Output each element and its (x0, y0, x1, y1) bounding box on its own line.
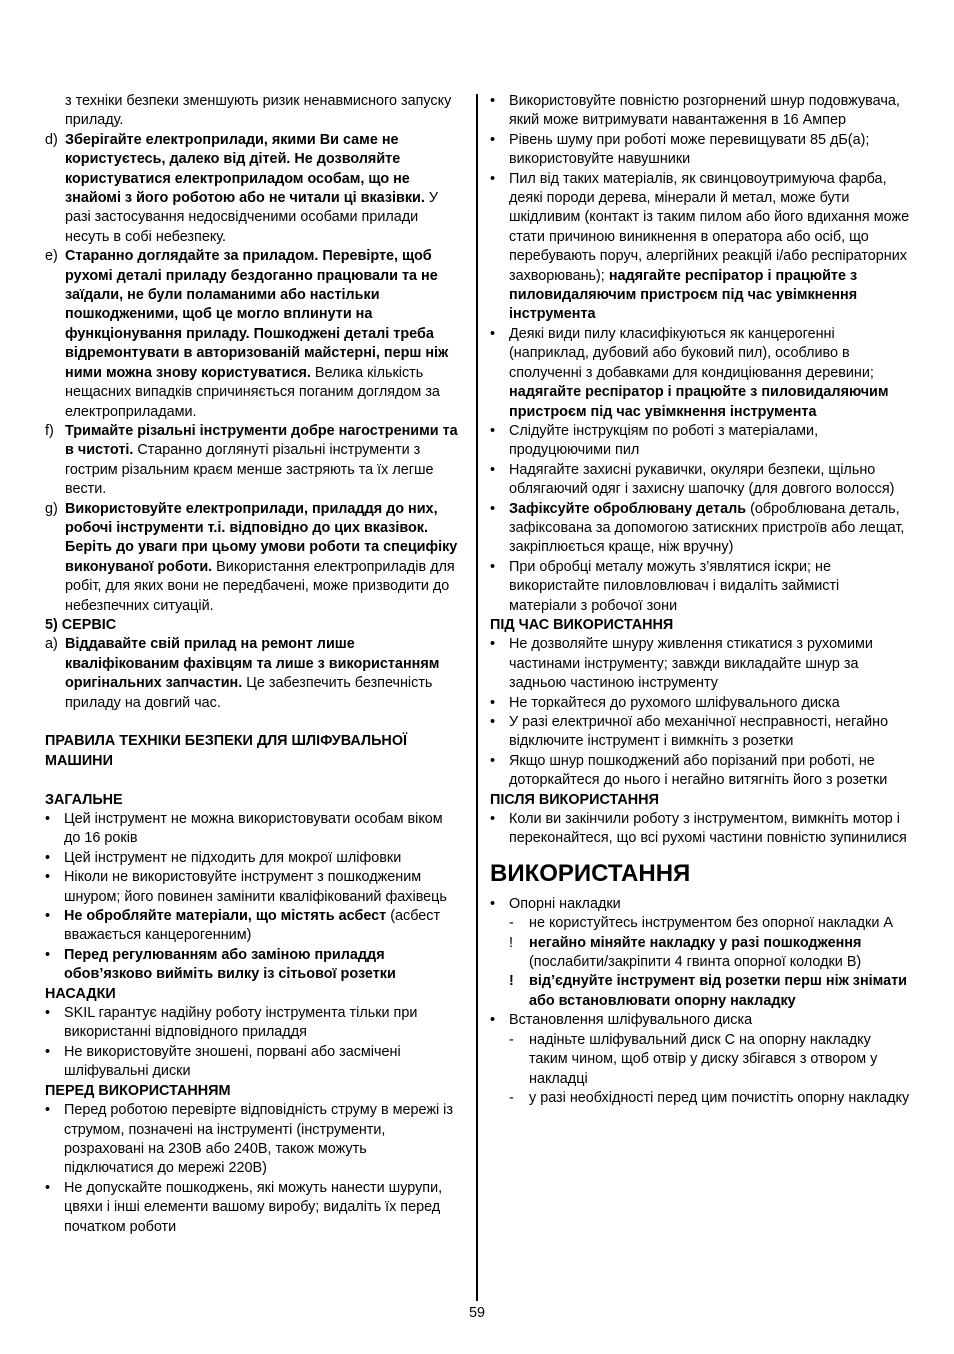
item-text (509, 752, 910, 791)
bullet-item (490, 131, 910, 170)
bullet-item (45, 868, 460, 907)
text: з техніки безпеки зменшують ризик ненавмисного запуску приладу. (65, 93, 452, 129)
bullet-item (490, 500, 910, 558)
spacer (45, 771, 460, 790)
bold-text: надягайте респіратор і працюйте з пиловидаляючим пристроєм під час увімкнення інструмента (509, 384, 889, 420)
item-text (509, 558, 910, 616)
text: У разі електричної або механічної несправності, негайно відключите інструмент і вимкніть з розетки (509, 714, 889, 750)
section-heading: НАСАДКИ (45, 985, 116, 1002)
sub-item (509, 934, 910, 973)
item-text (65, 247, 460, 422)
text: надіньте шліфувальний диск C на опорну накладку таким чином, щоб отвір у диску збігався з отвором у накладці (529, 1031, 878, 1087)
item-text (529, 1089, 910, 1108)
bullet-icon: • (45, 946, 51, 963)
paragraph (45, 92, 460, 131)
item-text (64, 1179, 460, 1237)
text: Велика кількість нещасних випадків спричиняється поганим доглядом за електроприладами. (65, 364, 440, 420)
bold-text: Тримайте різальні інструменти добре нагостреними та в чистоті. (65, 422, 458, 459)
item-marker: - (509, 1031, 514, 1048)
text: Цей інструмент не можна використовувати особам віком до 16 років (64, 811, 443, 847)
text: Це забезпечить безпечність приладу на довгий час. (65, 675, 433, 711)
page-number: 59 (468, 1305, 485, 1321)
item-text (64, 1004, 460, 1043)
bullet-item (45, 1004, 460, 1043)
item-text (509, 895, 910, 914)
bullet-item (490, 558, 910, 616)
item-marker: - (509, 1089, 514, 1106)
bullet-icon: • (490, 1012, 496, 1029)
item-text (65, 422, 460, 500)
bullet-item (490, 422, 910, 461)
item-marker: ! (509, 934, 513, 951)
text: Деякі види пилу класифікуються як канцерогенні (наприклад, дубовий або буковий пил), особливо в сполученні з добавками для кондиціювання деревини; (509, 325, 874, 381)
text: Надягайте захисні рукавички, окуляри безпеки, щільно облягаючий одяг і захисну шапочку (для довгого волосся) (509, 461, 895, 498)
text: Не допускайте пошкоджень, які можуть нанести шурупи, цвяхи і інші елементи вашому виробу; видаліть їх перед початком роботи (64, 1179, 443, 1235)
item-text (529, 934, 910, 973)
item-marker: d) (45, 131, 58, 148)
bullet-icon: • (45, 869, 51, 886)
bullet-icon: • (45, 811, 51, 827)
text: (асбест вважається канцерогенним) (64, 908, 441, 944)
sub-item (509, 1089, 910, 1108)
lettered-item (45, 500, 460, 616)
item-text (64, 907, 460, 946)
item-text (64, 868, 460, 907)
lettered-item (45, 635, 460, 713)
item-marker: f) (45, 422, 54, 439)
lettered-item (45, 131, 460, 247)
sub-item (509, 1031, 910, 1089)
bullet-icon: • (45, 1179, 51, 1196)
bullet-icon: • (45, 1005, 51, 1022)
bullet-item (490, 895, 910, 914)
bullet-item (490, 170, 910, 325)
item-text (65, 131, 460, 247)
bullet-icon: • (490, 752, 496, 769)
item-text (64, 849, 460, 868)
bullet-icon: • (45, 1043, 51, 1060)
bullet-icon: • (490, 895, 496, 912)
bold-text: Зафіксуйте оброблювану деталь (509, 500, 747, 517)
item-marker: ! (509, 973, 514, 990)
left-column (45, 92, 460, 1237)
bullet-icon: • (490, 694, 496, 711)
bullet-icon: • (490, 636, 496, 653)
item-text (509, 325, 910, 422)
item-marker: e) (45, 248, 58, 265)
text: Опорні накладки (509, 895, 621, 912)
text: SKIL гарантує надійну роботу інструмента тільки при використанні відповідного приладдя (64, 1005, 418, 1041)
item-text (64, 1043, 460, 1082)
item-marker: g) (45, 500, 58, 517)
item-text (529, 972, 910, 1011)
text: у разі необхідності перед цим почистіть опорну накладку (529, 1089, 910, 1106)
item-text (529, 1031, 910, 1089)
text: Встановлення шліфувального диска (509, 1012, 753, 1029)
item-text (509, 131, 910, 170)
item-text (509, 1011, 910, 1030)
item-text (509, 170, 910, 325)
item-text (64, 946, 460, 985)
bullet-item (490, 635, 910, 693)
bold-text: Використовуйте електроприлади, приладдя до них, робочі інструменти т.і. відповідно до цих вказівок. Беріть до уваги при цьому умови роботи та специфіку виконуваної роботи. (65, 500, 458, 575)
sub-item (509, 972, 910, 1011)
lettered-item (45, 247, 460, 422)
bullet-item (490, 325, 910, 422)
item-text (509, 810, 910, 849)
text: У разі застосування недосвідченими особами прилади несуть в собі небезпеку. (65, 190, 439, 245)
item-text (529, 914, 910, 933)
section-heading: ПЕРЕД ВИКОРИСТАННЯМ (45, 1082, 231, 1099)
right-column (490, 92, 910, 1108)
bullet-icon: • (490, 461, 496, 478)
text: Цей інструмент не підходить для мокрої шліфовки (64, 849, 402, 866)
bullet-item (45, 810, 460, 849)
spacer (45, 713, 460, 732)
bullet-item (490, 1011, 910, 1030)
bullet-item (490, 713, 910, 752)
bullet-icon: • (490, 558, 496, 575)
bullet-icon: • (490, 714, 496, 730)
bullet-item (490, 461, 910, 500)
bullet-icon: • (490, 811, 496, 828)
section-heading: 5) СЕРВІС (45, 616, 117, 633)
bold-text: Старанно доглядайте за приладом. Перевірте, щоб рухомі деталі приладу бездоганно працювали та не заїдали, не були поламаними або настільки пошкодженими, щоб це могло вплинути на функціонування приладу. Пошкоджені деталі треба відремонтувати в авторизованій майстерні, перш ніж ними можна знову користуватися. (65, 248, 449, 381)
text: Не торкайтеся до рухомого шліфувального диска (509, 694, 840, 711)
bullet-item (490, 810, 910, 849)
bullet-icon: • (490, 500, 496, 517)
section-heading: ЗАГАЛЬНЕ (45, 791, 123, 808)
bullet-item (490, 694, 910, 713)
bullet-icon: • (490, 422, 496, 439)
text: Не використовуйте зношені, порвані або засмічені шліфувальні диски (64, 1043, 401, 1080)
bullet-icon: • (490, 325, 496, 342)
item-text (64, 1101, 460, 1179)
bullet-item (45, 1101, 460, 1179)
item-text (509, 422, 910, 461)
bullet-icon: • (45, 849, 51, 866)
bullet-icon: • (490, 131, 496, 148)
text: не користуйтесь інструментом без опорної накладки A (529, 915, 893, 932)
text: Використовуйте повністю розгорнений шнур подовжувача, який може витримувати навантаження в 16 Ампер (509, 93, 900, 129)
text: (оброблювана деталь, зафіксована за допомогою затискних пристроїв або лещат, закріплюється краще, ніж вручну) (509, 500, 905, 556)
item-text (509, 635, 910, 693)
item-text (65, 500, 460, 616)
text: Якщо шнур пошкоджений або порізаний при роботі, не доторкайтеся до нього і негайно витягніть його з розетки (509, 752, 888, 789)
bold-text: Зберігайте електроприлади, якими Ви саме не користуєтесь, далеко від дітей. Не дозволяйте користуватися електроприладом особам, що не знайомі з його роботою або не читали ці вказівки. (65, 131, 425, 207)
item-marker: - (509, 915, 514, 932)
text: Слідуйте інструкціям по роботі з матеріалами, продуцюючими пил (509, 422, 819, 459)
item-text (65, 92, 460, 131)
bullet-icon: • (490, 170, 496, 187)
bullet-item (45, 1179, 460, 1237)
text: Використання електроприладів для робіт, для яких вони не передбачені, може призводити до небезпечних ситуацій. (65, 558, 455, 614)
bullet-icon: • (490, 93, 496, 109)
text: Пил від таких матеріалів, як свинцовоутримуюча фарба, деякі породи дерева, мінерали й метал, може бути шкідливим (контакт із таким пилом або його вдихання може стати причиною виникнення в оператора або осіб, що перебувають поруч, алергійних реакцій і/або респіраторних захворювань); (509, 170, 910, 284)
text: При обробці металу можуть з’являтися іскри; не використайте пиловловлювач і видаліть займисті матеріали з робочої зони (509, 558, 840, 614)
text: Коли ви закінчили роботу з інструментом, вимкніть мотор і переконайтеся, що всі рухомі частини повністю зупинилися (509, 811, 907, 847)
bold-text: Перед регулюванням або заміною приладдя обов’язково вийміть вилку із сітьової розетки (64, 946, 396, 983)
item-text (509, 713, 910, 752)
text: (послабити/закріпити 4 гвинта опорної колодки B) (529, 954, 862, 971)
item-text (509, 694, 910, 713)
text: Перед роботою перевірте відповідність струму в мережі із струмом, позначені на інструменті (інструменти, розраховані на 230В або 240В, також можуть підключатися до мережі 220В) (64, 1102, 453, 1177)
bold-text: Не обробляйте матеріали, що містять асбест (64, 908, 387, 925)
bullet-item (45, 849, 460, 868)
lettered-item (45, 422, 460, 500)
item-text (64, 810, 460, 849)
text: Ніколи не використовуйте інструмент з пошкодженим шнуром; його повинен замінити кваліфікований фахівець (64, 869, 447, 905)
item-text (65, 635, 460, 713)
item-marker: a) (45, 636, 58, 653)
bullet-item (45, 907, 460, 946)
section-heading: ПІД ЧАС ВИКОРИСТАННЯ (490, 616, 674, 633)
bold-text: Віддавайте свій прилад на ремонт лише кваліфікованим фахівцям та лише з використанням оригінальних запчастин. (65, 636, 440, 692)
text: Не дозволяйте шнуру живлення стикатися з рухомими частинами інструменту; завжди викладайте шнур за задньою частиною інструменту (509, 636, 873, 692)
bullet-icon: • (45, 1102, 51, 1119)
bullet-item (490, 752, 910, 791)
section-heading: ПІСЛЯ ВИКОРИСТАННЯ (490, 791, 659, 808)
column-divider (476, 94, 478, 1301)
bullet-item (45, 946, 460, 985)
item-text (509, 500, 910, 558)
bullet-item (45, 1043, 460, 1082)
bold-text: від’єднуйте інструмент від розетки перш ніж знімати або встановлювати опорну накладку (529, 973, 907, 1009)
bullet-icon: • (45, 908, 51, 925)
item-text (509, 92, 910, 131)
bold-text: негайно міняйте накладку у разі пошкодження (529, 934, 862, 951)
text: Рівень шуму при роботі може перевищувати 85 дБ(а); використовуйте навушники (509, 131, 870, 168)
bold-text: надягайте респіратор і працюйте з пиловидаляючим пристроєм під час увімкнення інструмента (509, 267, 858, 323)
sub-item (509, 914, 910, 933)
text: Старанно доглянуті різальні інструменти з гострим різальним краєм менше застряють та їх легше вести. (65, 442, 434, 498)
section-heading: ПРАВИЛА ТЕХНІКИ БЕЗПЕКИ ДЛЯ ШЛІФУВАЛЬНОЇ МАШИНИ (45, 733, 407, 769)
section-title: ВИКОРИСТАННЯ (490, 859, 691, 887)
item-text (509, 461, 910, 500)
bullet-item (490, 92, 910, 131)
